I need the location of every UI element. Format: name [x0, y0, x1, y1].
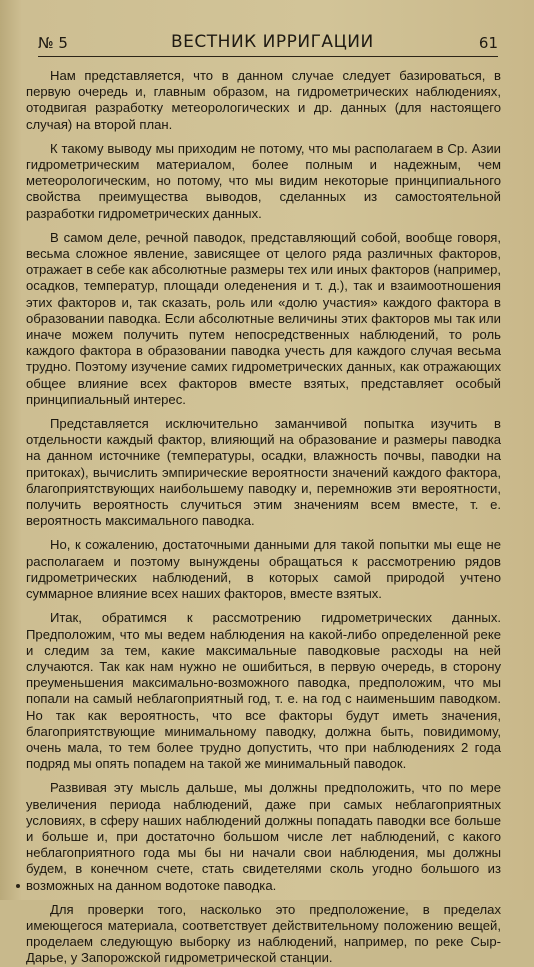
issue-number: № 5 [38, 34, 68, 52]
page-header [38, 28, 498, 57]
paragraph-3: В самом деле, речной паводок, представляющий собой, вообще говоря, весьма сложное явление, зависящее от целого ряда различных факторов, отражает в себе как абсолютные размеры тех или иных факторов (например, осадков, температур, площади оледенения и т. д.), так и взаимоотношения этих факторов и, так сказать, роль или «долю участия» каждого фактора в образовании паводка. Если абсолютные величины этих факторов мы так или иначе можем получить путем непосредственных наблюдений, то роль каждого фактора в образовании паводка учесть для каждого случая весьма трудно. Поэтому изучение самих гидрометрических данных, как отражающих общее влияние всех факторов вместе взятых, представляет особый принципиальный интерес. [26, 229, 501, 407]
paragraph-1: Нам представляется, что в данном случае следует базироваться, в первую очередь и, главным образом, на гидрометрических наблюдениях, отодвигая разработку метеорологических и др. данных (для настоящего случая) на второй план. [26, 68, 501, 132]
article-body [26, 68, 501, 967]
paragraph-6: Итак, обратимся к рассмотрению гидрометрических данных. Предположим, что мы ведем наблюдения на какой-либо определенной реке и следим за тем, какие максимальные паводковые расходы на ней случаются. Так как нам нужно не ошибиться, в первую очередь, в сторону преуменьшения максимально-возможного паводка, предположим, что мы попали на самый неблагоприятный год, т. е. на год с наименьшим паводком. Но так как вероятность, что все факторы будут иметь значения, благоприятствующие минимальному паводку, должна быть, повидимому, очень мала, то тем более трудно допустить, что при наблюдениях 2 года подряд мы опять попадем на такой же минимальный паводок. [26, 610, 501, 772]
ink-speck [16, 884, 20, 888]
paragraph-7: Развивая эту мысль дальше, мы должны предположить, что по мере увеличения периода наблюдений, даже при самых неблагоприятных условиях, в сферу наших наблюдений должны попадать паводки все больше и больше и, при достаточно большом числе лет наблюдений, с какого неблагоприятного года мы бы ни начали свои наблюдения, мы должны будем, в конечном счете, стать свидетелями сколь угодно большого из возможных на данном водотоке паводка. [26, 780, 501, 893]
paragraph-2: К такому выводу мы приходим не потому, что мы располагаем в Ср. Азии гидрометрическим материалом, более полным и надежным, чем метеорологическим, но потому, что мы видим некоторые принципиального свойства преимущества выводов, сделанных из самостоятельной разработки гидрометрических данных. [26, 140, 501, 221]
journal-title: ВЕСТНИК ИРРИГАЦИИ [171, 32, 374, 52]
page-number: 61 [478, 34, 498, 52]
paragraph-8: Для проверки того, насколько это предположение, в пределах имеющегося материала, соответствует действительному положению вещей, проделаем следующую выборку из наблюдений, например, по реке Сыр-Дарье, у Запорожской гидрометрической станции. [26, 901, 501, 966]
paragraph-4: Представляется исключительно заманчивой попытка изучить в отдельности каждый фактор, влияющий на образование и размеры паводка на данном источнике (температуры, осадки, влажность почвы, паводки на притоках), вычислить эмпирические вероятности значений каждого фактора, благоприятствующих наибольшему паводку и, перемножив эти вероятности, получить вероятность случиться этим значениям всем вместе, т. е. вероятность максимального паводка. [26, 416, 501, 529]
paragraph-5: Но, к сожалению, достаточными данными для такой попытки мы еще не располагаем и поэтому вынуждены обращаться к рассмотрению рядов гидрометрических наблюдений, в которых самой природой учтено суммарное влияние всех наших факторов, вместе взятых. [26, 537, 501, 602]
